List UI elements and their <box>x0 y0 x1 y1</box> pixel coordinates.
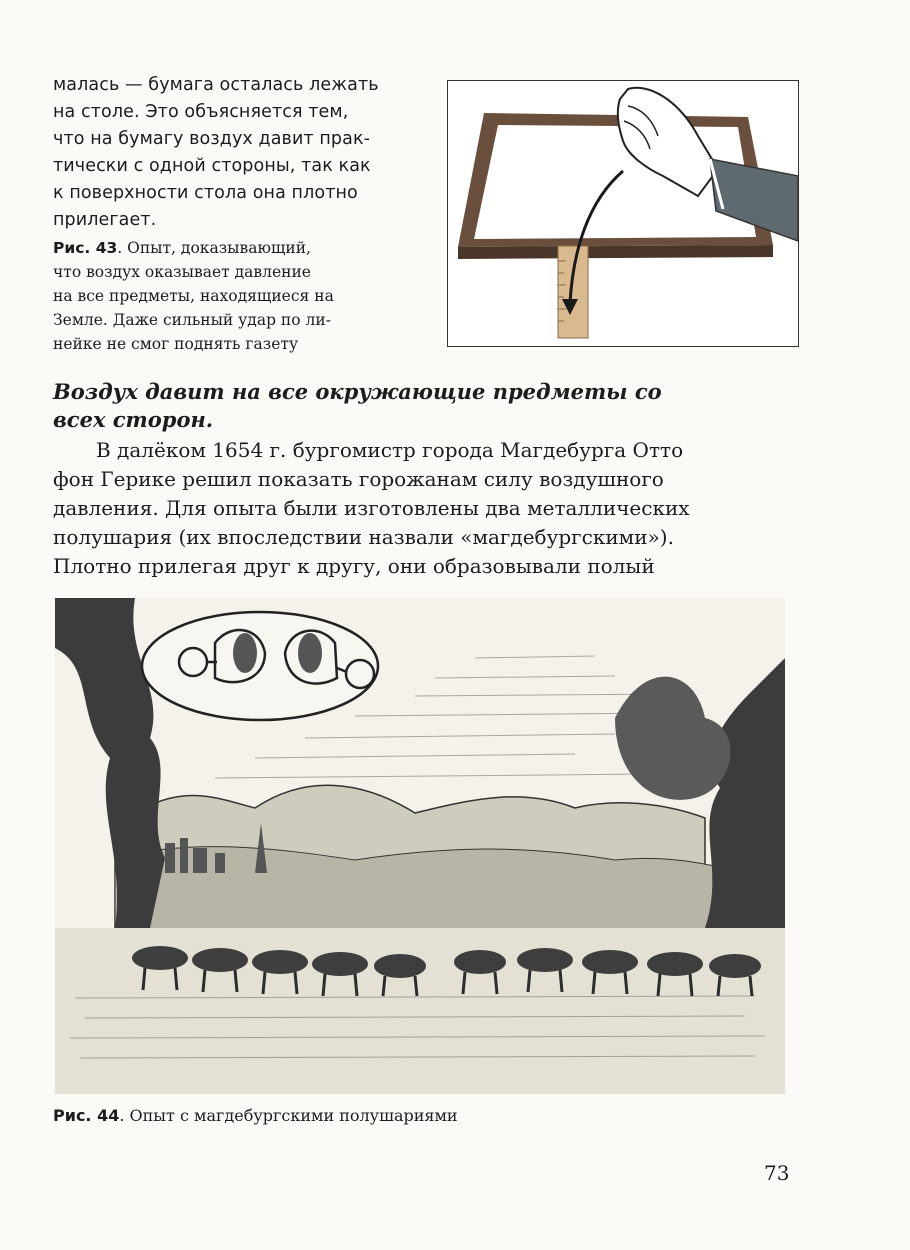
text-line: на столе. Это объясняется тем, <box>53 102 349 122</box>
figure-label: Рис. 44 <box>53 1106 120 1125</box>
text-line: малась — бумага осталась лежать <box>53 75 379 95</box>
caption-line: Земле. Даже сильный удар по ли- <box>53 311 331 329</box>
text-line: прилегает. <box>53 210 157 230</box>
text-line: тически с одной стороны, так как <box>53 156 371 176</box>
figure-44-illustration <box>55 598 785 1094</box>
page-number: 73 <box>764 1161 790 1185</box>
figure-43-caption <box>53 236 433 356</box>
table-ruler-drawing <box>448 81 798 346</box>
text-line: что на бумагу воздух давит прак- <box>53 129 371 149</box>
body-paragraph <box>53 436 803 581</box>
figure-44-caption: Рис. 44. Опыт с магдебургскими полушариями <box>53 1106 458 1125</box>
emphasis-line: Воздух давит на все окружающие предметы со <box>53 379 662 404</box>
caption-line: что воздух оказывает давление <box>53 263 311 281</box>
magdeburg-engraving <box>55 598 785 1094</box>
text-line: Плотно прилегая друг к другу, они образовывали полый <box>53 554 655 578</box>
caption-line: Рис. 43. Опыт, доказывающий, <box>53 239 311 257</box>
text-line: давления. Для опыта были изготовлены два металлических <box>53 496 690 520</box>
text-line: В далёком 1654 г. бургомистр города Магдебурга Отто <box>96 438 684 462</box>
figure-43-illustration <box>447 80 799 347</box>
text-line: полушария (их впоследствии назвали «магдебургскими»). <box>53 525 674 549</box>
text-line: к поверхности стола она плотно <box>53 183 358 203</box>
emphasis-line: всех сторон. <box>53 407 214 432</box>
intro-paragraph <box>53 72 423 234</box>
figure-label: Рис. 43 <box>53 239 118 257</box>
caption-line: нейке не смог поднять газету <box>53 335 299 353</box>
text-line: фон Герике решил показать горожанам силу воздушного <box>53 467 664 491</box>
emphasis-statement <box>53 378 803 434</box>
caption-line: на все предметы, находящиеся на <box>53 287 334 305</box>
